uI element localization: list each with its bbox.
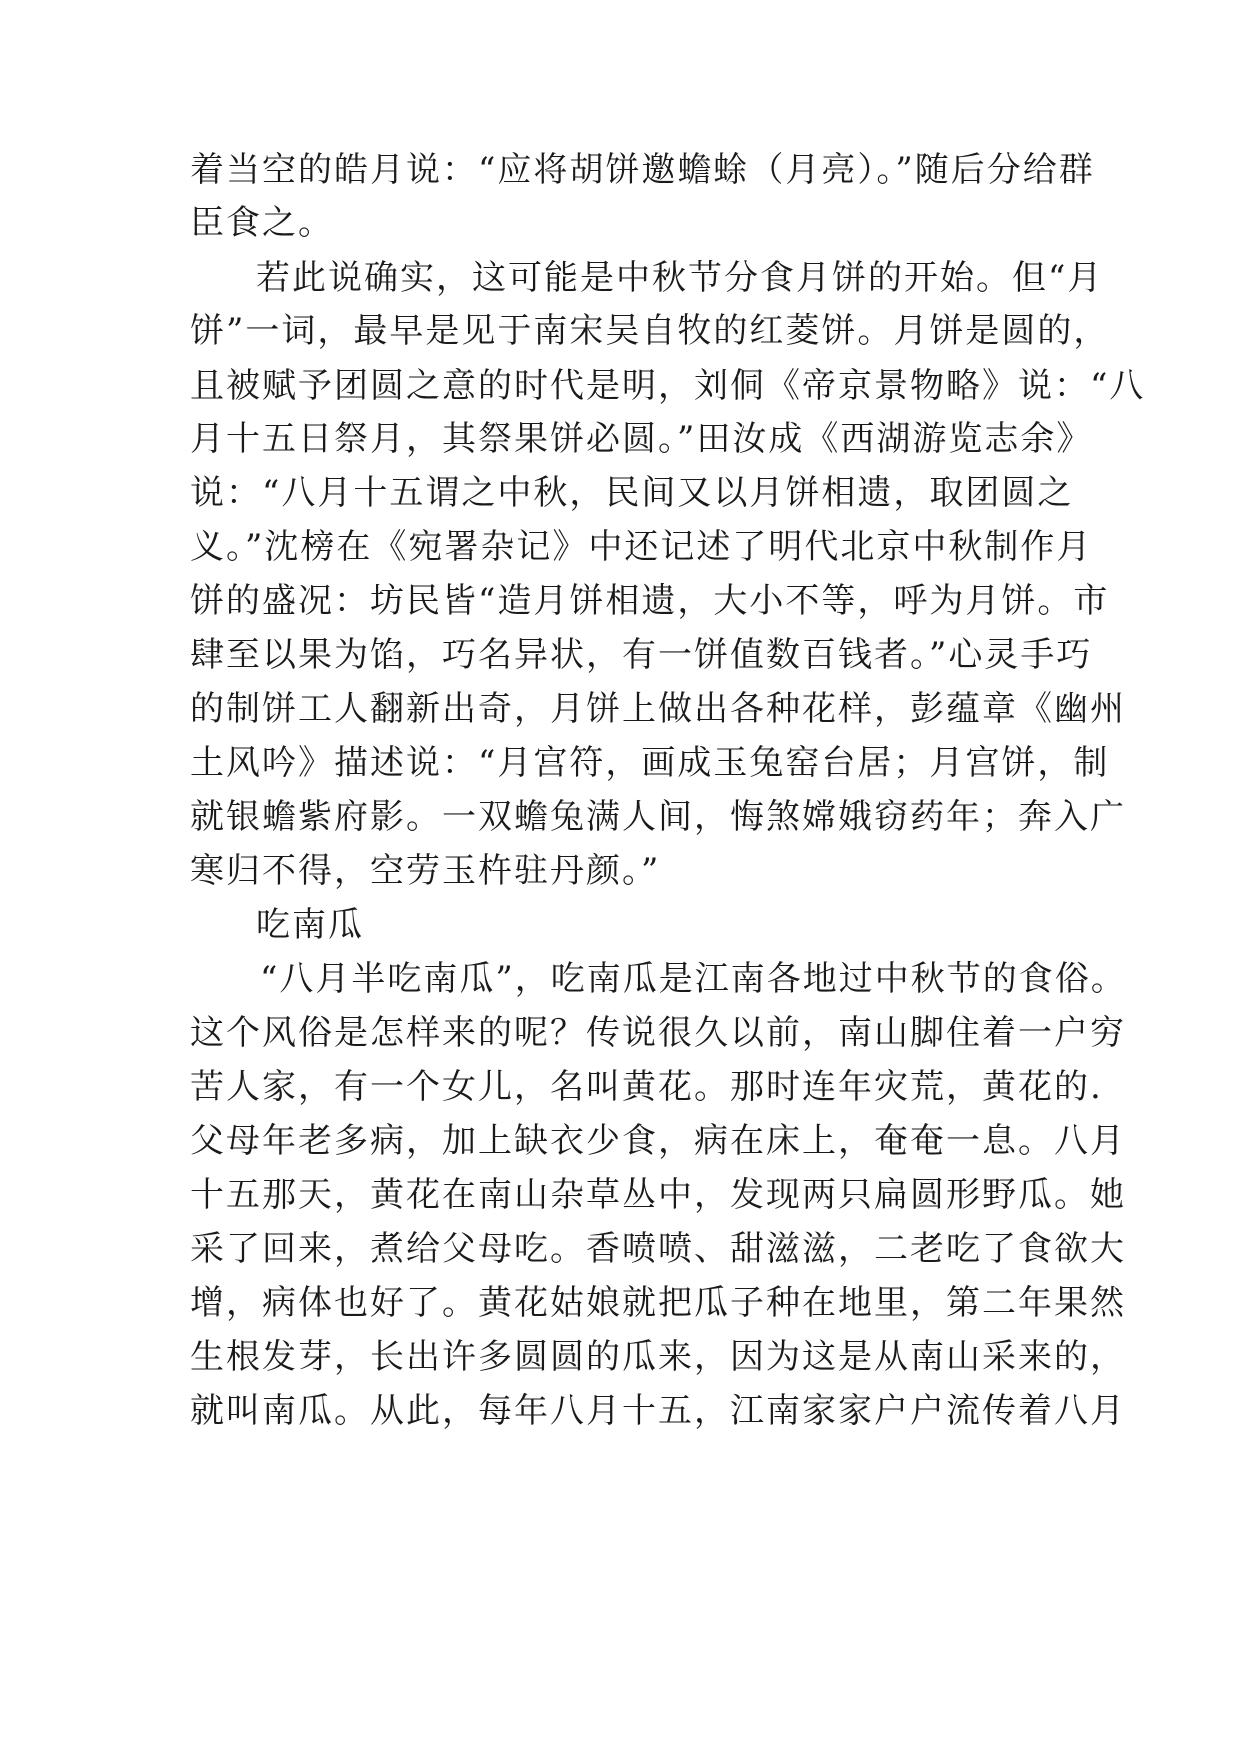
text-line: 寒归不得，空劳玉杵驻丹颜。”: [190, 851, 661, 891]
text-line: 生根发芽，长出许多圆圆的瓜来，因为这是从南山采来的，: [190, 1337, 1126, 1377]
text-line: 苦人家，有一个女儿，名叫黄花。那时连年灾荒，黄花的.: [190, 1067, 1103, 1107]
text-line: 饼”一词，最早是见于南宋吴自牧的红菱饼。月饼是圆的，: [190, 311, 1110, 351]
text-line: 说：“八月十五谓之中秋，民间又以月饼相遗，取团圆之: [190, 473, 1074, 513]
text-line: 增，病体也好了。黄花姑娘就把瓜子种在地里，第二年果然: [190, 1283, 1126, 1323]
text-line: 饼的盛况：坊民皆“造月饼相遗，大小不等，呼为月饼。市: [190, 581, 1110, 621]
paragraph-start-line: 若此说确实，这可能是中秋节分食月饼的开始。但“月: [256, 258, 1104, 298]
text-line: 采了回来，煮给父母吃。香喷喷、甜滋滋，二老吃了食欲大: [190, 1229, 1126, 1269]
text-line: 义。”沈榜在《宛署杂记》中还记述了明代北京中秋制作月: [190, 527, 1093, 567]
text-line: 臣食之。: [190, 203, 334, 243]
text-line: 就叫南瓜。从此，每年八月十五，江南家家户户流传着八月: [190, 1391, 1126, 1431]
text-line: 肆至以果为馅，巧名异状，有一饼值数百钱者。”心灵手巧: [190, 635, 1093, 675]
section-heading: 吃南瓜: [256, 905, 364, 945]
text-line: 月十五日祭月，其祭果饼必圆。”田汝成《西湖游览志余》: [190, 419, 1093, 459]
paragraph-start-line: “八月半吃南瓜”，吃南瓜是江南各地过中秋节的食俗。: [260, 959, 1127, 999]
text-line: 父母年老多病，加上缺衣少食，病在床上，奄奄一息。八月: [190, 1121, 1126, 1161]
text-line: 这个风俗是怎样来的呢？传说很久以前，南山脚住着一户穷: [190, 1013, 1126, 1053]
text-line: 且被赋予团圆之意的时代是明，刘侗《帝京景物略》说：“八: [190, 366, 1146, 406]
text-line: 土风吟》描述说：“月宫符，画成玉兔窑台居；月宫饼，制: [190, 743, 1110, 783]
text-line: 十五那天，黄花在南山杂草丛中，发现两只扁圆形野瓜。她: [190, 1175, 1126, 1215]
text-line: 着当空的皓月说：“应将胡饼邀蟾蜍（月亮）。”随后分给群: [190, 150, 1095, 190]
text-line: 的制饼工人翻新出奇，月饼上做出各种花样，彭蕴章《幽州: [190, 689, 1126, 729]
text-line: 就银蟾紫府影。一双蟾兔满人间，悔煞嫦娥窃药年；奔入广: [190, 797, 1126, 837]
